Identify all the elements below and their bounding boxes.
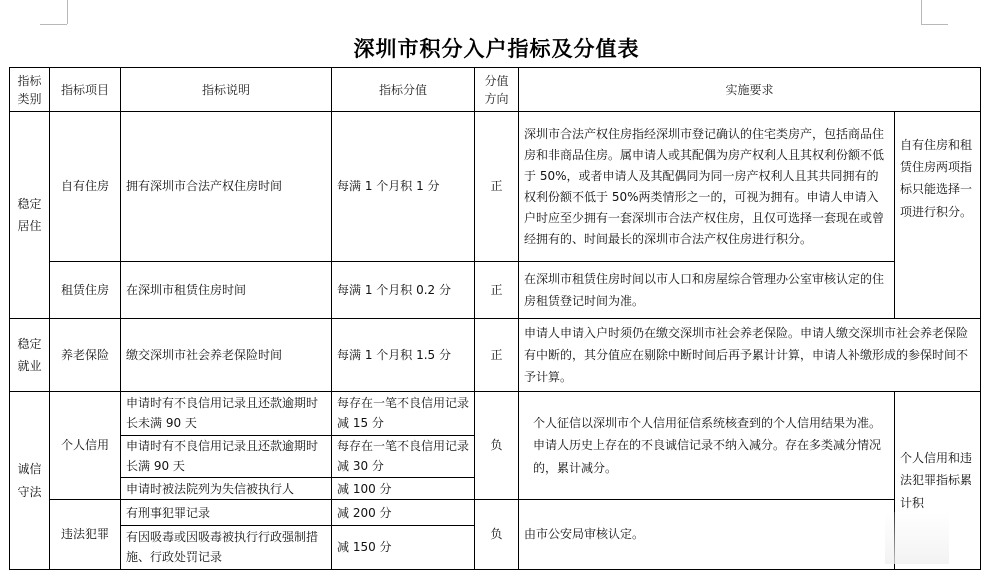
crop-mark-top-right-h — [921, 24, 948, 25]
score-cell: 每满 1 个月积 0.2 分 — [332, 262, 475, 319]
header-score: 指标分值 — [332, 68, 475, 112]
table-header-row — [10, 68, 981, 112]
requirement-cell: 个人征信以深圳市个人信用征信系统核查到的个人信用结果为准。申请人历史上存在的不良诚信记录不纳入减分。存在多类减分情况的，累计减分。 — [519, 392, 895, 500]
description-cell: 拥有深圳市合法产权住房时间 — [121, 112, 332, 262]
score-table — [9, 67, 981, 570]
table-row — [10, 392, 981, 436]
score-cell: 每存在一笔不良信用记录减 30 分 — [332, 436, 475, 478]
requirement-cell: 深圳市合法产权住房指经深圳市登记确认的住宅类房产，包括商品住房和非商品住房。属申请人或其配偶为房产权利人且其权利份额不低于 50%，或者申请人及其配偶同为同一房产权利人且其共同拥有的权利份额不低于 50%两类情形之一的，可视为拥有。申请人申请入户时应至少拥有一套深圳市合法产权住房，且仅可选择一套现在或曾经拥有的、时间最长的深圳市合法产权住房进行积分。 — [519, 112, 895, 262]
header-direction: 分值方向 — [475, 68, 519, 112]
direction-cell: 正 — [475, 319, 519, 392]
direction-cell: 负 — [475, 392, 519, 500]
item-cell: 个人信用 — [50, 392, 121, 500]
watermark-overlay — [885, 512, 949, 564]
direction-cell: 正 — [475, 262, 519, 319]
group-note-cell: 个人信用和违法犯罪指标累计积 — [895, 392, 981, 570]
score-cell: 每满 1 个月积 1.5 分 — [332, 319, 475, 392]
requirement-cell: 在深圳市租赁住房时间以市人口和房屋综合管理办公室审核认定的住房租赁登记时间为准。 — [519, 262, 895, 319]
description-cell: 在深圳市租赁住房时间 — [121, 262, 332, 319]
crop-mark-top-left-h — [40, 24, 67, 25]
description-cell: 缴交深圳市社会养老保险时间 — [121, 319, 332, 392]
table-row — [10, 319, 981, 392]
header-category: 指标类别 — [10, 68, 50, 112]
description-cell: 有刑事犯罪记录 — [121, 500, 332, 526]
item-cell: 租赁住房 — [50, 262, 121, 319]
description-cell: 有因吸毒或因吸毒被执行行政强制措施、行政处罚记录 — [121, 526, 332, 570]
score-cell: 减 150 分 — [332, 526, 475, 570]
score-cell: 减 100 分 — [332, 478, 475, 500]
direction-cell: 正 — [475, 112, 519, 262]
item-cell: 违法犯罪 — [50, 500, 121, 570]
category-cell: 稳定居住 — [10, 112, 50, 319]
table-row — [10, 262, 981, 319]
score-cell: 减 200 分 — [332, 500, 475, 526]
requirement-cell: 由市公安局审核认定。 — [519, 500, 895, 570]
score-cell: 每存在一笔不良信用记录减 15 分 — [332, 392, 475, 436]
score-cell: 每满 1 个月积 1 分 — [332, 112, 475, 262]
table-row — [10, 112, 981, 262]
item-cell: 养老保险 — [50, 319, 121, 392]
group-note-cell: 自有住房和租赁住房两项指标只能选择一项进行积分。 — [895, 112, 981, 319]
description-cell: 申请时有不良信用记录且还款逾期时长未满 90 天 — [121, 392, 332, 436]
crop-mark-top-right-v — [921, 0, 922, 24]
description-cell: 申请时被法院列为失信被执行人 — [121, 478, 332, 500]
table-row — [10, 500, 981, 526]
crop-mark-top-left-v — [67, 0, 68, 24]
header-description: 指标说明 — [121, 68, 332, 112]
header-requirement: 实施要求 — [519, 68, 981, 112]
category-cell: 稳定就业 — [10, 319, 50, 392]
category-cell: 诚信守法 — [10, 392, 50, 570]
requirement-cell: 申请人申请入户时须仍在缴交深圳市社会养老保险。申请人缴交深圳市社会养老保险有中断的，其分值应在剔除中断时间后再予累计计算，申请人补缴形成的参保时间不予计算。 — [519, 319, 981, 392]
page-title: 深圳市积分入户指标及分值表 — [353, 36, 640, 61]
header-item: 指标项目 — [50, 68, 121, 112]
description-cell: 申请时有不良信用记录且还款逾期时长满 90 天 — [121, 436, 332, 478]
direction-cell: 负 — [475, 500, 519, 570]
item-cell: 自有住房 — [50, 112, 121, 262]
